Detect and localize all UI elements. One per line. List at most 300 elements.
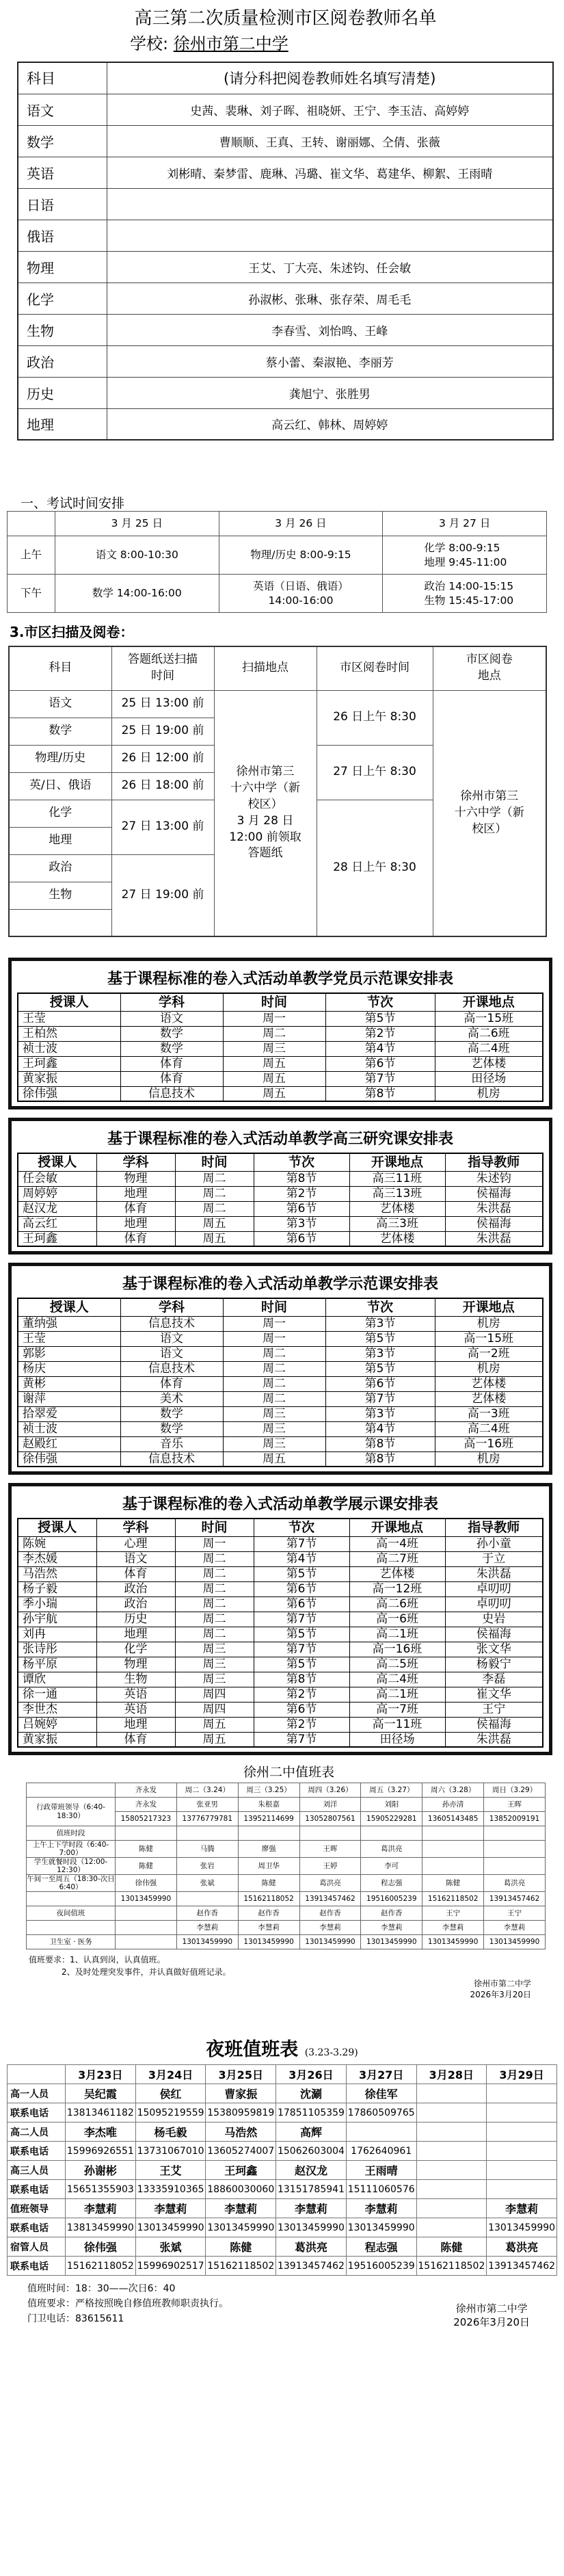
table-cell: 信息技术: [120, 1361, 223, 1376]
exam-cell: 语文 8:00-10:30: [55, 536, 219, 575]
subject-cell: 历史: [18, 377, 107, 408]
table-cell: 卓叨叨: [445, 1596, 543, 1612]
table-cell: 赵作香: [176, 1906, 238, 1921]
table-cell: [416, 2161, 487, 2180]
table-cell: [487, 2180, 557, 2199]
table-cell: [416, 2180, 487, 2199]
table-cell: 沈涮: [276, 2084, 347, 2103]
table-cell: [484, 1858, 546, 1875]
senior3-research-lesson-section: [8, 1118, 552, 1254]
duty-roster-section: [0, 1762, 564, 2032]
table-cell: 王晖: [299, 1841, 361, 1858]
table-cell: 侯福海: [445, 1216, 543, 1231]
table-cell: 机房: [435, 1316, 543, 1331]
demo-lesson-table: [17, 1298, 543, 1467]
date-header-cell: 3月23日: [66, 2065, 136, 2084]
table-cell: 孙谢彬: [66, 2161, 136, 2180]
table-cell: 第5节: [325, 1331, 435, 1346]
table-cell: 赵作香: [299, 1906, 361, 1921]
table-row: [27, 1875, 546, 1892]
table-row: [8, 575, 547, 613]
table-cell: 13013459990: [135, 2218, 206, 2237]
table-row: [18, 1391, 543, 1406]
table-cell: 赵汉龙: [18, 1201, 96, 1216]
table-cell: 15996926551: [66, 2142, 136, 2161]
header-cell: 开课地点: [349, 1519, 445, 1536]
table-cell: 第3节: [325, 1316, 435, 1331]
table-cell: 徐伟强: [18, 1086, 120, 1101]
exam-cell: 英语（日语、俄语） 14:00-16:00: [219, 575, 383, 613]
teachers-cell: 蔡小蕾、秦淑艳、李丽芳: [107, 345, 553, 377]
exam-cell: 数学 14:00-16:00: [55, 575, 219, 613]
table-row: [18, 408, 553, 440]
table-cell: 15651355903: [66, 2180, 136, 2199]
table-row: [18, 157, 553, 188]
header-cell: 学科: [120, 993, 223, 1011]
table-row: [18, 1581, 543, 1596]
table-cell: 葛洪亮: [361, 1841, 422, 1858]
night-duty-title: [7, 2036, 557, 2064]
signature-date: 2026年3月20日: [470, 1990, 531, 2000]
table-cell: 高一16班: [435, 1436, 543, 1451]
table-row: [8, 2257, 557, 2276]
table-cell: 化学: [96, 1642, 175, 1657]
table-cell: 黄家振: [18, 1071, 120, 1086]
party-demo-lesson-section: [8, 958, 552, 1109]
table-cell: [416, 2103, 487, 2122]
date-header-cell: 周三（3.25）: [238, 1783, 299, 1798]
table-cell: 地理: [96, 1216, 175, 1231]
row-label: [27, 1921, 116, 1935]
marking-teachers-section: [0, 0, 564, 479]
header-cell: 扫描地点: [214, 646, 317, 690]
row-label: 高一人员: [8, 2084, 66, 2103]
exam-cell: 物理/历史 8:00-9:15: [219, 536, 383, 575]
table-cell: 高一12班: [349, 1581, 445, 1596]
teachers-cell: [107, 188, 553, 220]
table-cell: 周三: [223, 1436, 325, 1451]
table-cell: 13605274007: [206, 2142, 276, 2161]
table-row: [18, 1672, 543, 1687]
subject-header: 科目: [18, 62, 107, 94]
table-cell: 王柏然: [18, 1026, 120, 1041]
table-cell: 王莹: [18, 1011, 120, 1026]
table-row: [18, 1612, 543, 1627]
table-cell: 地理: [96, 1186, 175, 1201]
table-cell: 李可: [361, 1858, 422, 1875]
header-cell: 答题纸送扫描 时间: [111, 646, 214, 690]
table-cell: 田径场: [349, 1732, 445, 1747]
header-cell: 授课人: [18, 993, 120, 1011]
table-cell: 李世杰: [18, 1702, 96, 1717]
table-cell: 李慧莉: [346, 2199, 416, 2218]
table-cell: 周五: [175, 1717, 254, 1732]
subject-cell: 日语: [18, 188, 107, 220]
table-row: [18, 1642, 543, 1657]
table-cell: 陈健: [206, 2237, 276, 2257]
table-cell: 董纳强: [18, 1316, 120, 1331]
table-cell: 第4节: [325, 1421, 435, 1436]
table-cell: 艺体楼: [435, 1391, 543, 1406]
table-row: [18, 1717, 543, 1732]
subject-cell: 生物: [18, 314, 107, 345]
subject-cell: 政治: [9, 854, 111, 882]
subject-cell: 地理: [9, 827, 111, 854]
table-row: [8, 2237, 557, 2257]
table-cell: 第2节: [254, 1186, 349, 1201]
table-cell: 王艾: [135, 2161, 206, 2180]
table-row: [27, 1798, 546, 1812]
mark-time-cell: 28 日上午 8:30: [317, 800, 433, 936]
table-cell: 13013459990: [238, 1935, 299, 1949]
table-cell: 信息技术: [120, 1086, 223, 1101]
table-row: [27, 1841, 546, 1858]
exam-time-title: 一、考试时间安排: [21, 496, 125, 511]
blank-cell: [9, 909, 111, 936]
send-time-cell: 25 日 19:00 前: [111, 718, 214, 745]
table-cell: 高一16班: [349, 1642, 445, 1657]
table-cell: 机房: [435, 1361, 543, 1376]
table-row: [18, 1536, 543, 1551]
table-cell: 崔文华: [445, 1687, 543, 1702]
table-cell: 王宁: [445, 1702, 543, 1717]
table-cell: 张斌: [135, 2237, 206, 2257]
subject-cell: 物理/历史: [9, 745, 111, 772]
table-cell: 13813461182: [66, 2103, 136, 2122]
table-cell: 1762640961: [346, 2142, 416, 2161]
table-cell: [487, 2084, 557, 2103]
mark-time-cell: 26 日上午 8:30: [317, 690, 433, 745]
table-cell: 周二: [223, 1346, 325, 1361]
row-label: 联系电话: [8, 2257, 66, 2276]
table-cell: 13813459990: [66, 2218, 136, 2237]
blank-cell: [299, 1826, 361, 1841]
table-header-row: [18, 1298, 543, 1316]
date-header-cell: 3月27日: [346, 2065, 416, 2084]
header-cell: 市区阅卷 地点: [433, 646, 546, 690]
table-cell: 李慧莉: [487, 2199, 557, 2218]
phone-cell: 13776779781: [176, 1812, 238, 1826]
date-header-cell: 周五（3.27）: [361, 1783, 422, 1798]
table-cell: 13013459990: [116, 1892, 177, 1906]
table-cell: 陈婉: [18, 1536, 96, 1551]
table-cell: 杨毅宁: [445, 1657, 543, 1672]
table-row: [18, 220, 553, 251]
table-row: [8, 2199, 557, 2218]
duty-roster-title: 徐州二中值班表: [243, 1765, 334, 1780]
table-cell: 周一: [223, 1011, 325, 1026]
table-cell: 17860509765: [346, 2103, 416, 2122]
table-cell: 艺体楼: [435, 1376, 543, 1391]
table-cell: 13913457462: [487, 2257, 557, 2276]
table-cell: 第7节: [254, 1642, 349, 1657]
table-cell: 王珂鑫: [18, 1056, 120, 1071]
table-row: [18, 188, 553, 220]
footer-line: 值班要求：严格按照晚自修值班教师职责执行。: [27, 2298, 228, 2309]
table-cell: 徐一通: [18, 1687, 96, 1702]
night-duty-range: (3.23-3.29): [304, 2047, 358, 2058]
date-header-cell: 周日（3.29）: [484, 1783, 546, 1798]
table-cell: 朱洪磊: [445, 1201, 543, 1216]
table-row: [8, 2180, 557, 2199]
table-cell: 物理: [96, 1171, 175, 1186]
blank-cell: [176, 1826, 238, 1841]
teachers-cell: 高云红、韩林、周婷婷: [107, 408, 553, 440]
table-cell: 高二1班: [349, 1687, 445, 1702]
showcase-lesson-section: [8, 1483, 552, 1755]
table-cell: 历史: [96, 1612, 175, 1627]
leader-cell: 刘阳: [361, 1798, 422, 1812]
table-header-row: [8, 2065, 557, 2084]
table-cell: [487, 2142, 557, 2161]
row-label: 高二人员: [8, 2122, 66, 2142]
table-cell: 李磊: [445, 1672, 543, 1687]
table-cell: 刘冉: [18, 1627, 96, 1642]
table-cell: 体育: [96, 1201, 175, 1216]
table-cell: 王婷: [299, 1858, 361, 1875]
table-row: [8, 536, 547, 575]
table-cell: 朱洪磊: [445, 1732, 543, 1747]
table-cell: 李慧莉: [484, 1921, 546, 1935]
exam-time-table: [7, 511, 547, 613]
table-row: [18, 1361, 543, 1376]
table-cell: 祯士波: [18, 1421, 120, 1436]
subject-cell: 英/日、俄语: [9, 772, 111, 800]
table-row: [8, 2161, 557, 2180]
school-name: 徐州市第二中学: [173, 34, 288, 53]
school-line: [17, 30, 554, 62]
table-cell: 徐伟强: [116, 1875, 177, 1892]
send-time-cell: 26 日 12:00 前: [111, 745, 214, 772]
party-demo-lesson-table: [17, 993, 543, 1102]
table-cell: 王雨晴: [346, 2161, 416, 2180]
table-row: [18, 1436, 543, 1451]
header-cell: 授课人: [18, 1153, 96, 1171]
table-row: [27, 1826, 546, 1841]
table-row: [27, 1892, 546, 1906]
table-cell: 13013459990: [422, 1935, 484, 1949]
subject-cell: 语文: [18, 94, 107, 125]
date-header-cell: 3月28日: [416, 2065, 487, 2084]
table-row: [18, 1071, 543, 1086]
exam-cell: 政治 14:00-15:15 生物 15:45-17:00: [383, 575, 547, 613]
table-cell: 13913457462: [484, 1892, 546, 1906]
table-cell: 马浩然: [206, 2122, 276, 2142]
table-cell: 13013459990: [299, 1935, 361, 1949]
table-cell: 第6节: [254, 1231, 349, 1246]
party-demo-lesson-title: 基于课程标准的卷入式活动单教学党员示范课安排表: [107, 970, 453, 988]
table-cell: 徐伟强: [66, 2237, 136, 2257]
note-header: (请分科把阅卷教师姓名填写清楚): [107, 62, 553, 94]
table-cell: 15111060576: [346, 2180, 416, 2199]
table-cell: 第7节: [325, 1391, 435, 1406]
table-cell: 高云红: [18, 1216, 96, 1231]
table-cell: [116, 1935, 177, 1949]
school-prefix: 学校:: [130, 34, 169, 53]
table-cell: [416, 2084, 487, 2103]
leaders-label: 行政带班领导（6:40-18:30）: [27, 1798, 116, 1826]
table-cell: 第7节: [254, 1536, 349, 1551]
table-row: [9, 690, 546, 718]
table-row: [18, 1201, 543, 1216]
table-cell: 于立: [445, 1551, 543, 1566]
header-cell: 授课人: [18, 1519, 96, 1536]
table-row: [18, 314, 553, 345]
table-row: [18, 1551, 543, 1566]
table-cell: 政治: [96, 1596, 175, 1612]
table-cell: 李慧莉: [238, 1921, 299, 1935]
table-row: [18, 282, 553, 314]
table-cell: 谢萍: [18, 1391, 120, 1406]
night-duty-footer: [7, 2276, 557, 2326]
row-label: 卫生室 · 医务: [27, 1935, 116, 1949]
table-cell: 艺体楼: [435, 1056, 543, 1071]
table-cell: 周二: [175, 1551, 254, 1566]
table-cell: 音乐: [120, 1436, 223, 1451]
table-cell: 卓叨叨: [445, 1581, 543, 1596]
table-cell: 13913457462: [276, 2257, 347, 2276]
table-cell: 杨毛毅: [135, 2122, 206, 2142]
table-cell: 周二: [223, 1026, 325, 1041]
duty-signature: [26, 1978, 552, 2000]
table-header-row: [9, 646, 546, 690]
table-cell: 黄彬: [18, 1376, 120, 1391]
table-cell: 杨庆: [18, 1361, 120, 1376]
table-cell: [116, 1921, 177, 1935]
table-cell: 13731067010: [135, 2142, 206, 2161]
row-label: 联系电话: [8, 2218, 66, 2237]
table-cell: 赵作香: [361, 1906, 422, 1921]
date-header-cell: 周六（3.28）: [422, 1783, 484, 1798]
header-cell: 开课地点: [349, 1153, 445, 1171]
table-cell: 数学: [120, 1421, 223, 1436]
table-cell: 周二: [175, 1566, 254, 1581]
table-cell: 周二: [223, 1391, 325, 1406]
table-row: [18, 1451, 543, 1467]
signature-date: 2026年3月20日: [453, 2316, 530, 2328]
phone-cell: 15905229281: [361, 1812, 422, 1826]
teachers-cell: 龚旭宁、张胜男: [107, 377, 553, 408]
senior3-research-lesson-table: [17, 1153, 543, 1247]
table-cell: 13013459990: [176, 1935, 238, 1949]
table-cell: 第5节: [325, 1011, 435, 1026]
table-cell: 体育: [120, 1376, 223, 1391]
table-cell: 任会敏: [18, 1171, 96, 1186]
table-cell: 艺体楼: [349, 1231, 445, 1246]
row-label: 值班领导: [8, 2199, 66, 2218]
header-cell: 科目: [9, 646, 111, 690]
table-cell: 周二: [175, 1627, 254, 1642]
table-cell: 英语: [96, 1702, 175, 1717]
showcase-lesson-table: [17, 1518, 543, 1748]
table-cell: 吕婉婷: [18, 1717, 96, 1732]
table-cell: 第3节: [325, 1406, 435, 1421]
header-cell: 指导教师: [445, 1519, 543, 1536]
subject-cell: 语文: [9, 690, 111, 718]
table-cell: [416, 2142, 487, 2161]
table-row: [18, 1627, 543, 1642]
table-cell: 张斌: [176, 1875, 238, 1892]
table-cell: 陈健: [422, 1875, 484, 1892]
scan-marking-section: [0, 616, 564, 951]
table-cell: 徐伟强: [18, 1451, 120, 1467]
footer-line: 门卫电话：83615611: [27, 2313, 124, 2324]
table-cell: [176, 1892, 238, 1906]
table-row: [18, 1596, 543, 1612]
table-cell: 13335910365: [135, 2180, 206, 2199]
table-cell: 第3节: [325, 1346, 435, 1361]
table-header-row: [18, 62, 553, 94]
morning-label: 上午: [8, 536, 55, 575]
table-cell: 陈健: [238, 1875, 299, 1892]
subject-cell: 生物: [9, 882, 111, 909]
senior3-research-lesson-title: 基于课程标准的卷入式活动单教学高三研究课安排表: [107, 1130, 453, 1148]
table-row: [18, 1316, 543, 1331]
table-cell: 语文: [120, 1346, 223, 1361]
afternoon-label: 下午: [8, 575, 55, 613]
date-header-cell: 齐永发: [116, 1783, 177, 1798]
send-time-cell: 26 日 18:00 前: [111, 772, 214, 800]
marking-teachers-title: 高三第二次质量检测市区阅卷教师名单: [134, 8, 437, 29]
blank-cell: [116, 1826, 177, 1841]
table-cell: 机房: [435, 1451, 543, 1467]
table-row: [18, 1566, 543, 1581]
table-cell: 13151785941: [276, 2180, 347, 2199]
table-cell: 陈健: [416, 2237, 487, 2257]
table-row: [18, 1331, 543, 1346]
subject-cell: 俄语: [18, 220, 107, 251]
table-cell: 史岩: [445, 1612, 543, 1627]
demo-lesson-section: [8, 1263, 552, 1475]
row-label: 上午上下学时段（6:40-7:00）: [27, 1841, 116, 1858]
blank-cell: [238, 1826, 299, 1841]
table-cell: 周三: [223, 1421, 325, 1436]
table-cell: 周三: [175, 1642, 254, 1657]
table-cell: 语文: [120, 1011, 223, 1026]
date-header-cell: 3月24日: [135, 2065, 206, 2084]
teachers-cell: 曹顺顺、王真、王转、谢丽娜、仝倩、张薇: [107, 125, 553, 157]
table-cell: 高一11班: [349, 1717, 445, 1732]
mark-place-cell: 徐州市第三 十六中学（新 校区）: [433, 690, 546, 936]
table-cell: 王宁: [422, 1906, 484, 1921]
table-cell: 赵汉龙: [276, 2161, 347, 2180]
table-cell: 15095219559: [135, 2103, 206, 2122]
table-cell: 数学: [120, 1026, 223, 1041]
table-cell: [422, 1841, 484, 1858]
duty-label: 值班时段: [27, 1826, 116, 1841]
table-cell: 侯福海: [445, 1717, 543, 1732]
table-cell: 英语: [96, 1687, 175, 1702]
phone-cell: 13952114699: [238, 1812, 299, 1826]
table-cell: 张岩: [176, 1858, 238, 1875]
table-cell: 侯福海: [445, 1627, 543, 1642]
teachers-cell: 史茜、裴琳、刘子晖、祖晓妍、王宁、李玉洁、高婷婷: [107, 94, 553, 125]
table-cell: 15162118502: [416, 2257, 487, 2276]
table-cell: 地理: [96, 1627, 175, 1642]
table-row: [27, 1921, 546, 1935]
table-cell: 第5节: [254, 1627, 349, 1642]
duty-note: 值班要求：1、认真到岗，认真值班。: [29, 1955, 165, 1965]
table-cell: 高一2班: [435, 1346, 543, 1361]
table-cell: 语文: [96, 1551, 175, 1566]
subject-cell: 政治: [18, 345, 107, 377]
phone-cell: 15805217323: [116, 1812, 177, 1826]
table-cell: 田径场: [435, 1071, 543, 1086]
header-cell: 开课地点: [435, 993, 543, 1011]
table-cell: 高三3班: [349, 1216, 445, 1231]
table-row: [18, 1376, 543, 1391]
table-row: [18, 1406, 543, 1421]
